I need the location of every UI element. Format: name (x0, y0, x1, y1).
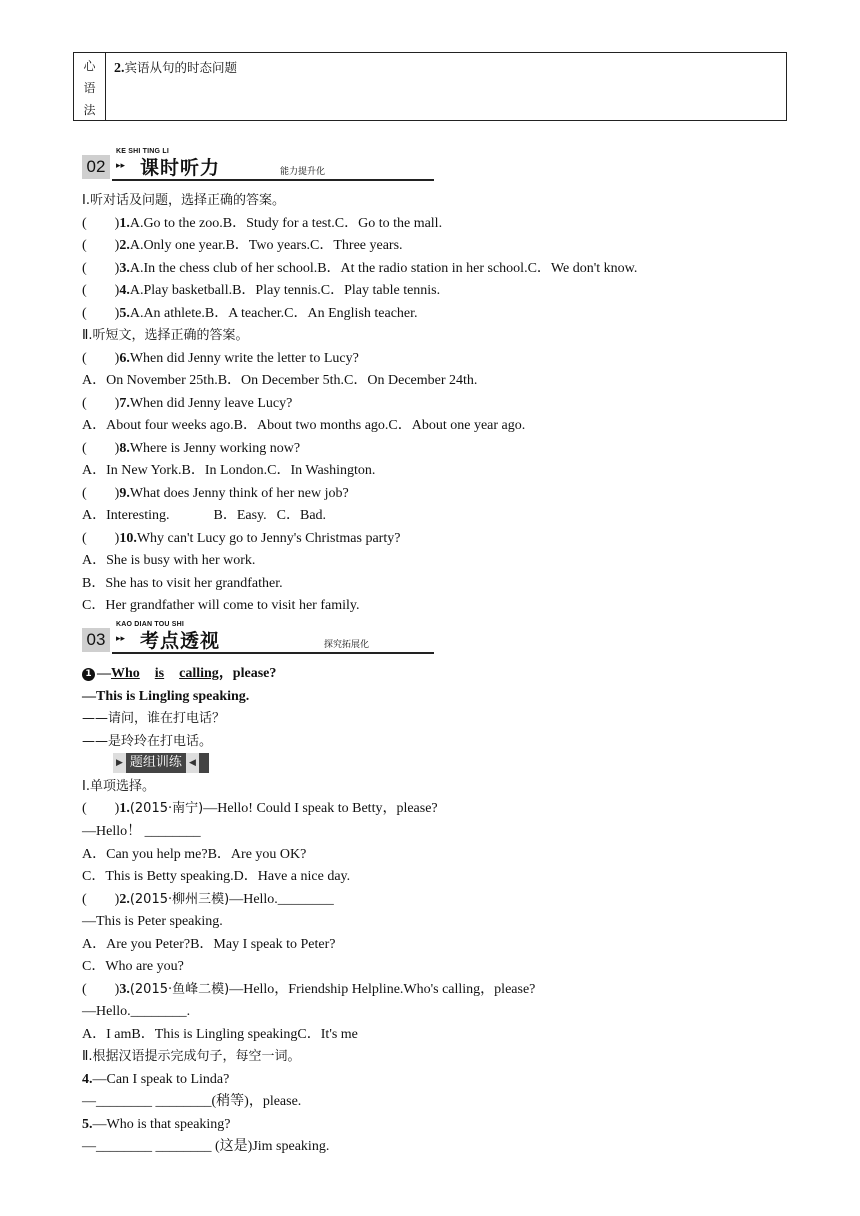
double-arrow-icon: ▸▸ (116, 161, 126, 171)
question-7-options: A．About four weeks ago.B．About two months ago.C．About one year ago. (82, 418, 526, 433)
section-pinyin: KE SHI TING LI (116, 148, 169, 155)
numbered-circle-icon: 1 (82, 668, 95, 681)
question-7: ( )7.When did Jenny leave Lucy? (82, 396, 293, 411)
exercise-4: 4.—Can I speak to Linda? (82, 1072, 230, 1087)
exercise-2-options: C．Who are you? (82, 959, 184, 974)
section-tag: 能力提升化 (280, 167, 326, 177)
exercise-5-answer: —________ ________ (这是)Jim speaking. (82, 1139, 330, 1154)
exercise-1-reply: —Hello！ ________ (82, 824, 201, 839)
question-1: ( )1.A.Go to the zoo.B．Study for a test.C．Go to the mall. (82, 216, 443, 231)
part-heading: Ⅱ.根据汉语提示完成句子，每空一词。 (82, 1049, 301, 1064)
section-header-key-points (82, 621, 434, 655)
question-4: ( )4.A.Play basketball.B．Play tennis.C．Play table tennis. (82, 283, 441, 298)
question-6-options: A．On November 25th.B．On December 5th.C．On December 24th. (82, 373, 478, 388)
table-side-label (74, 53, 106, 120)
exercise-5: 5.—Who is that speaking? (82, 1117, 231, 1132)
exercise-2-reply: —This is Peter speaking. (82, 914, 223, 929)
question-5: ( )5.A.An athlete.B．A teacher.C．An English teacher. (82, 306, 418, 321)
exercise-3-reply: —Hello.________. (82, 1004, 191, 1019)
question-3: ( )3.A.In the chess club of her school.B．At the radio station in her school.C．We don't know. (82, 261, 638, 276)
section-pinyin: KAO DIAN TOU SHI (116, 621, 185, 628)
section-header-listening (82, 148, 434, 182)
side-char: 心 (83, 59, 96, 73)
question-10-option-c: C．Her grandfather will come to visit her family. (82, 598, 360, 613)
question-9-options: A．Interesting. B．Easy. C．Bad. (82, 508, 327, 523)
question-10-option-b: B．She has to visit her grandfather. (82, 576, 283, 591)
exercise-1: ( )1.(2015·南宁)—Hello! Could I speak to Betty，please? (82, 801, 438, 816)
triangle-left-icon: ◀ (186, 753, 199, 773)
triangle-right-icon: ▶ (113, 753, 126, 773)
side-char: 法 (83, 103, 96, 117)
key-point-sentence: 1 —Who is calling，please? (82, 665, 276, 683)
key-point-translation: ——请问，谁在打电话？ (82, 711, 226, 726)
question-6: ( )6.When did Jenny write the letter to Lucy? (82, 351, 359, 366)
exercise-4-answer: —________ ________(稍等)，please. (82, 1094, 302, 1109)
item-number: 2. (114, 61, 125, 76)
section-number: 02 (82, 155, 110, 179)
exercise-3: ( )3.(2015·鱼峰二模)—Hello，Friendship Helpline.Who's calling，please? (82, 982, 536, 997)
section-title: 考点透视 (140, 630, 221, 652)
question-8-options: A．In New York.B．In London.C．In Washington. (82, 463, 376, 478)
key-point-translation: ——是玲玲在打电话。 (82, 734, 213, 749)
double-arrow-icon: ▸▸ (116, 634, 126, 644)
section-rule (112, 179, 434, 181)
badge-label: 题组训练 (129, 755, 182, 770)
exercise-2-options: A．Are you Peter?B．May I speak to Peter? (82, 937, 336, 952)
group-practice-badge (113, 753, 209, 773)
exercise-1-options: A．Can you help me?B．Are you OK? (82, 847, 307, 862)
question-9: ( )9.What does Jenny think of her new job? (82, 486, 349, 501)
question-10: ( )10.Why can't Lucy go to Jenny's Christmas party? (82, 531, 401, 546)
part-heading: Ⅰ.听对话及问题，选择正确的答案。 (82, 193, 285, 208)
exercise-1-options: C．This is Betty speaking.D．Have a nice day. (82, 869, 351, 884)
part-heading: Ⅰ.单项选择。 (82, 779, 155, 794)
section-tag: 探究拓展化 (324, 640, 370, 650)
item-text: 宾语从句的时态问题 (124, 60, 238, 75)
section-title: 课时听力 (140, 157, 221, 179)
section-rule (112, 652, 434, 654)
exercise-2: ( )2.(2015·柳州三模)—Hello.________ (82, 892, 334, 907)
question-8: ( )8.Where is Jenny working now? (82, 441, 301, 456)
section-number: 03 (82, 628, 110, 652)
key-point-reply: —This is Lingling speaking. (82, 689, 250, 704)
table-body (106, 53, 245, 120)
question-10-option-a: A．She is busy with her work. (82, 553, 256, 568)
side-char: 语 (83, 81, 96, 95)
part-heading: Ⅱ.听短文，选择正确的答案。 (82, 328, 249, 343)
exercise-3-options: A．I amB．This is Lingling speakingC．It's me (82, 1027, 358, 1042)
grammar-table (73, 52, 787, 121)
question-2: ( )2.A.Only one year.B．Two years.C．Three years. (82, 238, 403, 253)
